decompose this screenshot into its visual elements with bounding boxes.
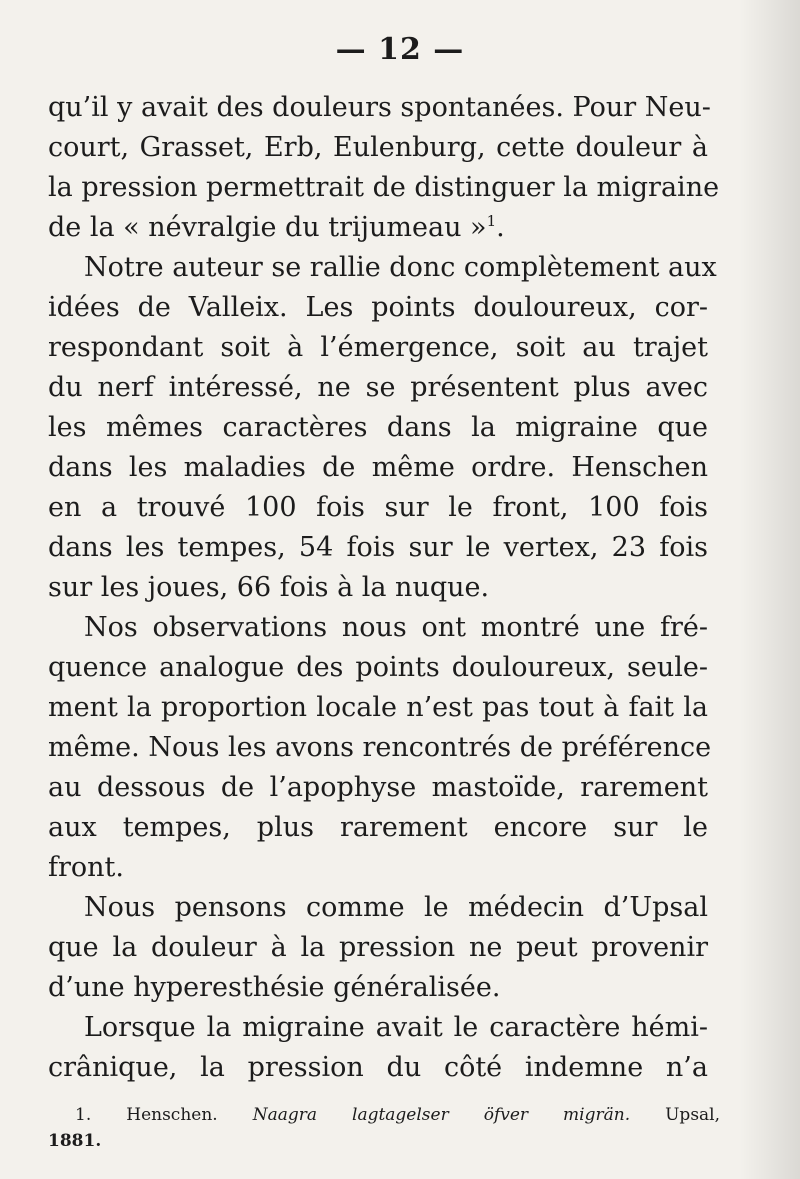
text-line: même. Nous les avons rencontrés de préférence <box>48 732 712 763</box>
text-line: sur les joues, 66 fois à la nuque. <box>48 572 490 603</box>
text-line: les mêmes caractères dans la migraine que <box>48 412 708 443</box>
text-line: quence analogue des points douloureux, seule- <box>48 652 708 683</box>
text-line: qu’il y avait des douleurs spontanées. Pour Neu- <box>48 92 711 123</box>
footnote-year: 1881. <box>48 1131 102 1151</box>
footnote-place: Upsal, <box>665 1105 721 1125</box>
text-line: au dessous de l’apophyse mastoïde, rarement <box>48 772 708 803</box>
footnote-marker: 1 <box>486 212 497 230</box>
footnote-number: 1. <box>75 1105 92 1125</box>
text-line: Lorsque la migraine avait le caractère hémi- <box>84 1012 708 1043</box>
text-line: ment la proportion locale n’est pas tout à fait la <box>48 692 708 723</box>
text-line: que la douleur à la pression ne peut provenir <box>48 932 708 963</box>
text-segment: de la « névralgie du trijumeau » <box>48 212 487 243</box>
text-line: idées de Valleix. Les points douloureux, cor- <box>48 292 708 323</box>
text-line: dans les maladies de même ordre. Henschen <box>48 452 708 483</box>
text-line: la pression permettrait de distinguer la migraine <box>48 172 720 203</box>
footnote-author: Henschen. <box>126 1105 218 1125</box>
footnote-title: Naagra lagtagelser öfver migrän. <box>252 1105 631 1125</box>
page-number: — 12 — <box>335 32 465 67</box>
text-line: dans les tempes, 54 fois sur le vertex, 23 fois <box>48 532 708 563</box>
text-line: aux tempes, plus rarement encore sur le <box>48 812 708 843</box>
text-line: du nerf intéressé, ne se présentent plus avec <box>48 372 708 403</box>
text-line: front. <box>48 852 124 883</box>
page-edge-shadow <box>740 0 800 1179</box>
text-line: Nous pensons comme le médecin d’Upsal <box>84 892 708 923</box>
text-line: Nos observations nous ont montré une fré- <box>84 612 708 643</box>
text-line: crânique, la pression du côté indemne n’a <box>48 1052 708 1083</box>
text-line: court, Grasset, Erb, Eulenburg, cette douleur à <box>48 132 708 163</box>
text-line: Notre auteur se rallie donc complètement aux <box>84 252 717 283</box>
text-line: respondant soit à l’émergence, soit au trajet <box>48 332 708 363</box>
text-line: d’une hyperesthésie généralisée. <box>48 972 501 1003</box>
footnote <box>75 1102 720 1128</box>
text-line: en a trouvé 100 fois sur le front, 100 fois <box>48 492 708 523</box>
text-line <box>48 208 708 248</box>
text-segment: . <box>496 212 505 243</box>
